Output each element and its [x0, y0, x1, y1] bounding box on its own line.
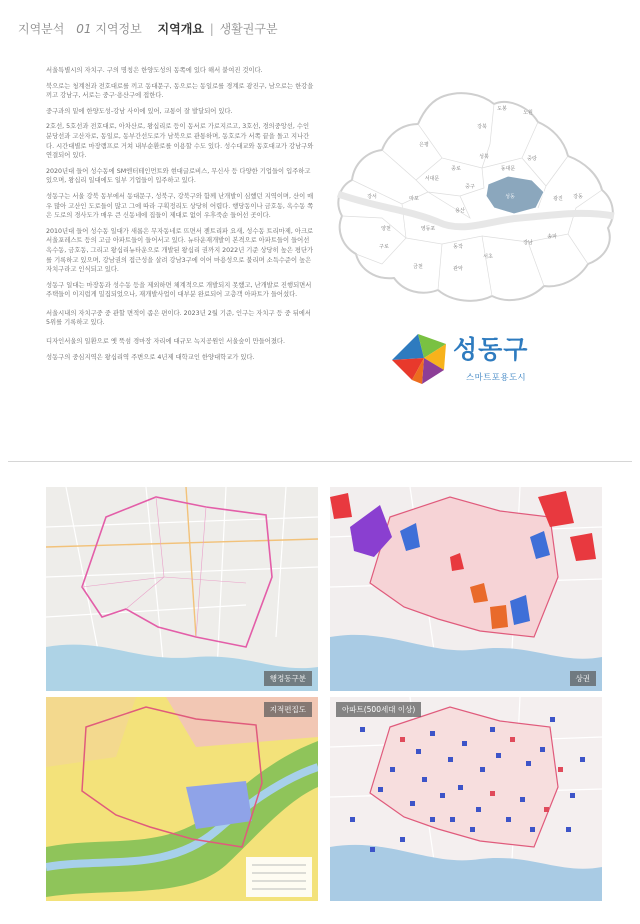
district-label: 성북 [479, 154, 489, 160]
logo-name: 성동구 [453, 335, 529, 364]
apartment-marker [580, 757, 585, 762]
apartment-marker [476, 807, 481, 812]
apartment-marker [458, 785, 463, 790]
district-label: 송파 [547, 234, 557, 240]
apartment-marker [550, 717, 555, 722]
apartment-map [330, 697, 602, 901]
district-label: 금천 [413, 264, 423, 270]
apartment-marker [470, 827, 475, 832]
seoul-outline [338, 93, 612, 301]
paragraph: 2010년대 들어 성수동 일대가 새롭은 무자동네로 뜨면서 젠트리파 요새, 성수동 트리마제, 아크로 서울포레스트 등의 고급 아파트들이 들어서고 있다. 뉴타운재개발이 본격으로 아파트들이 들어선 옥수동, 금호동, 그리고 왕십리뉴타운으로 개발된 왕십리 권까지 2022년 기준 상당히 높은 평단가를 기록하고 있으며, 강남권의 접근성을 살려 강남3구에 이어 마용성으로 불리며 소득수준이 높은 자치구라고 인식되고 있다. [46, 227, 314, 274]
district-label: 동대문 [500, 166, 516, 172]
paragraph: 중구과의 밑에 한양도성-강남 사이에 있어, 교통이 잘 발달되어 있다. [46, 107, 233, 115]
map-label: 상권 [570, 671, 597, 686]
paragraph: 성동구는 서울 강북 동부에서 동대문구, 성북구, 강북구와 함께 난개발이 심했던 지역이며, 산이 매우 많아 고산인 도로들이 많고 그에 따라 구획정리도 상당히 어렵다. 행당동이나 금호동, 옥수동 쪽은 도로의 경사도가 매우 큰 신동네에 집들이 제대로 없이 우후죽순 들어선 곳이다. [46, 192, 314, 220]
map-label: 아파트(500세대 이상) [336, 702, 421, 717]
admin-dong-map [46, 487, 318, 691]
district-label: 종로 [451, 166, 461, 172]
apartment-marker [440, 793, 445, 798]
paragraph: 2호선, 5호선과 전호대로, 아차산로, 왕십리로 등이 동서로 가로지르고, 3호선, 경의중앙선, 수인분당선과 고산자로, 동일로, 동부간선도로가 남북으로 관통하며, 동호로가 서쪽 끝을 돌고 지나간다. 시간대별로 마장램프로 거쳐 내부순환로를 이용할 수도 있다. 성수대교와 동호대교가 강남구와 연결되어 있다. [46, 123, 314, 160]
apartment-marker [400, 837, 405, 842]
apartment-marker [400, 737, 405, 742]
apartment-marker [378, 787, 383, 792]
apartment-marker [510, 737, 515, 742]
apartment-marker [350, 817, 355, 822]
paragraph: 서울시내의 자치구중 중 관할 면적이 좁은 편이다. 2023년 2월 기준, 인구는 자치구 등 중 뒤에서 5위를 기록하고 있다. [46, 309, 311, 327]
district-label: 중구 [465, 184, 475, 190]
apartment-marker [540, 747, 545, 752]
apartment-marker [496, 753, 501, 758]
header-next: 생활권구분 [219, 22, 278, 36]
apartment-marker [430, 731, 435, 736]
logo-subtitle: 스마트포용도시 [466, 372, 527, 382]
apartment-marker [422, 777, 427, 782]
paragraph: 성동구 일대는 마장동과 성수동 등을 제외하면 체계적으로 개발되지 못했고, 난개발로 진행되면서 주택들이 이지럽게 밀집되었으나, 재개발사업이 대부분 완료되어 고층객 아파트가 들어섰다. [46, 281, 312, 299]
district-label: 강북 [477, 124, 487, 130]
district-label: 중랑 [527, 156, 537, 162]
apartment-marker [558, 767, 563, 772]
apartment-marker [520, 797, 525, 802]
district-label: 용산 [455, 208, 465, 214]
district-label: 동작 [453, 244, 463, 250]
district-label: 광진 [553, 196, 563, 202]
district-label: 노원 [523, 110, 533, 116]
paragraph: 서울특별시의 자치구. 구의 명칭은 한양도성의 동쪽에 있다 해서 붙여진 것이다. [46, 67, 263, 74]
district-label: 구로 [379, 244, 389, 250]
map-label: 지적편집도 [264, 702, 312, 717]
apartment-marker [370, 847, 375, 852]
paragraph: 북으로는 청계천과 전호대로를 끼고 동대문구, 동으로는 동일로를 경계로 광진구, 남으로는 한강을 끼고 강남구, 서로는 중구·용산구에 접한다. [46, 82, 314, 100]
apartment-marker [490, 791, 495, 796]
apartment-marker [544, 807, 549, 812]
section-divider [8, 461, 632, 462]
apartment-marker [416, 749, 421, 754]
apartment-marker [450, 817, 455, 822]
apartment-marker [480, 767, 485, 772]
paragraph: 디자인서울의 일환으로 옛 뚝섬 경마장 자리에 대규모 녹지공원인 서울숲이 만들어졌다. [46, 338, 285, 346]
district-label: 도봉 [497, 106, 507, 112]
district-label: 은평 [419, 142, 429, 148]
header-separator: | [209, 22, 214, 36]
apartment-marker [410, 801, 415, 806]
map-label: 행정동구분 [264, 671, 312, 686]
apartment-marker [566, 827, 571, 832]
apartment-marker [462, 741, 467, 746]
district-label: 서초 [483, 254, 493, 260]
apartment-marker [390, 767, 395, 772]
apartment-marker [490, 727, 495, 732]
district-label: 마포 [409, 196, 419, 202]
paragraph: 2020년대 들어 성수동에 SM엔터테인먼트와 현대글로비스, 무신사 등 다양한 기업들이 입주하고 있으며, 왕십리 일대에도 일부 기업들이 입주하고 있다. [46, 167, 311, 185]
district-label: 성동 [505, 194, 515, 200]
apartment-marker [570, 793, 575, 798]
overview-text [46, 66, 314, 368]
district-label: 영등포 [420, 226, 436, 232]
apartment-marker [360, 727, 365, 732]
commercial-area-map [330, 487, 602, 691]
district-label: 서대문 [424, 176, 440, 182]
apartment-marker [448, 757, 453, 762]
district-label: 강서 [367, 194, 377, 200]
district-label: 강남 [523, 240, 533, 246]
district-label: 관악 [453, 266, 463, 272]
apartment-marker [430, 817, 435, 822]
apartment-marker [530, 827, 535, 832]
district-label: 양천 [381, 226, 391, 232]
header-title: 지역정보 [95, 22, 142, 36]
cadastral-map [46, 697, 318, 901]
page-header [18, 20, 278, 37]
header-number: 01 [76, 22, 92, 36]
district-label: 강동 [573, 194, 583, 200]
header-current: 지역개요 [157, 22, 204, 36]
apartment-marker [526, 761, 531, 766]
header-section: 지역분석 [18, 22, 65, 36]
paragraph: 성동구의 중심지역은 왕십리역 주변으로 4년제 대학교인 한양대학교가 있다. [46, 353, 255, 361]
seoul-district-map [332, 88, 620, 310]
apartment-marker [506, 817, 511, 822]
